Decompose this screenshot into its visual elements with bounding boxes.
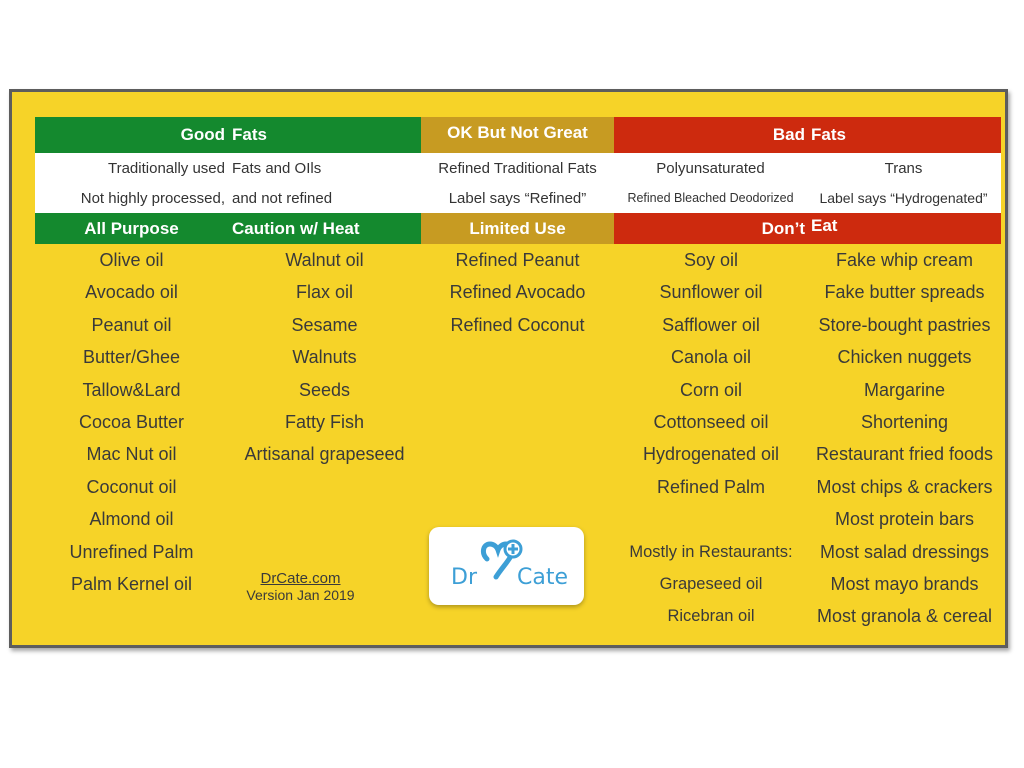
info-1-polyunsaturated: Polyunsaturated <box>656 159 765 177</box>
dont-item: Soy oil <box>683 250 739 270</box>
info-1-refined-traditional: Refined Traditional Fats <box>438 159 597 177</box>
all-purpose-item: Avocado oil <box>85 282 178 303</box>
caution-label: Caution w/ Heat <box>232 218 360 238</box>
limited-use-label: Limited Use <box>469 218 566 238</box>
eat-item: Most chips & crackers <box>816 476 993 497</box>
dont-item: Cottonseed oil <box>653 412 769 432</box>
eat-item: Most salad dressings <box>819 541 990 562</box>
info-2-label-hydrogenated: Label says “Hydrogenated” <box>819 190 988 206</box>
site-link[interactable]: DrCate.com <box>260 570 341 587</box>
ok-label: OK But Not Great <box>447 123 588 142</box>
all-purpose-item: Almond oil <box>89 509 174 530</box>
info-1-traditional: Traditionally used <box>107 159 225 177</box>
dont-item: Hydrogenated oil <box>642 444 780 465</box>
dont-label: Don’t <box>761 218 805 238</box>
subheader-ok <box>421 213 614 244</box>
subheader-good <box>35 213 421 244</box>
eat-item: Store-bought pastries <box>818 314 991 335</box>
all-purpose-item: Cocoa Butter <box>78 412 185 432</box>
eat-item: Chicken nuggets <box>837 347 972 368</box>
caution-item: Flax oil <box>295 282 353 303</box>
dont-item: Corn oil <box>679 379 743 400</box>
all-purpose-item: Olive oil <box>99 250 164 270</box>
site-credit <box>228 571 373 603</box>
subheader-bad <box>614 213 1001 244</box>
bad-fats-label: Fats <box>811 125 846 144</box>
all-purpose-item: Butter/Ghee <box>82 347 181 368</box>
eat-item: Most protein bars <box>834 509 975 530</box>
all-purpose-item: Mac Nut oil <box>86 444 177 465</box>
caution-item: Seeds <box>298 379 351 400</box>
version-text: Version Jan 2019 <box>246 587 355 603</box>
eat-item: Margarine <box>863 379 946 400</box>
dont-item: Refined Palm <box>656 476 766 497</box>
eat-label: Eat <box>811 216 838 235</box>
dont-item: Safflower oil <box>662 314 760 335</box>
limited-use-item: Refined Peanut <box>455 250 580 270</box>
good-label: Good <box>180 125 225 144</box>
drcate-logo <box>429 527 584 605</box>
eat-item: Most mayo brands <box>830 574 979 594</box>
info-1-fats-oils: Fats and OIls <box>232 159 322 177</box>
limited-use-item: Refined Avocado <box>449 282 586 303</box>
dont-item: Sunflower oil <box>659 282 763 303</box>
dont-restaurant-item: Grapeseed oil <box>659 575 763 593</box>
logo-dr: Dr <box>451 565 477 590</box>
info-row-2 <box>35 183 1001 213</box>
all-purpose-item: Coconut oil <box>86 476 177 497</box>
eat-item: Shortening <box>860 412 949 432</box>
all-purpose-item: Peanut oil <box>91 314 172 335</box>
caution-item: Walnut oil <box>285 250 364 270</box>
info-2-not-processed: Not highly processed, <box>80 189 225 207</box>
caution-item: Artisanal grapeseed <box>244 444 405 465</box>
all-purpose-item: Palm Kernel oil <box>70 574 193 594</box>
ok-header <box>421 117 614 153</box>
info-2-rbd: Refined Bleached Deodorized <box>627 191 794 205</box>
caution-item: Sesame <box>291 314 358 335</box>
dont-restaurant-item: Ricebran oil <box>667 607 755 626</box>
all-purpose-label: All Purpose <box>84 218 179 238</box>
info-1-trans: Trans <box>884 159 923 177</box>
info-2-label-refined: Label says “Refined” <box>448 189 587 207</box>
info-row-1 <box>35 153 1001 183</box>
caution-item: Walnuts <box>292 347 357 368</box>
eat-item: Fake butter spreads <box>824 282 985 303</box>
dont-restaurant-item: Mostly in Restaurants: <box>629 542 793 561</box>
good-fats-header <box>35 117 421 153</box>
all-purpose-item: Unrefined Palm <box>69 541 194 562</box>
limited-use-item: Refined Coconut <box>450 314 585 335</box>
logo-cate: Cate <box>517 565 569 590</box>
eat-item: Fake whip cream <box>835 250 974 270</box>
eat-item: Most granola & cereal <box>816 606 993 627</box>
bad-fats-header <box>614 117 1001 153</box>
dont-item: Canola oil <box>670 347 752 368</box>
eat-item: Restaurant fried foods <box>815 444 994 465</box>
bad-label: Bad <box>772 125 805 144</box>
all-purpose-item: Tallow&Lard <box>82 379 181 400</box>
info-2-not-refined: and not refined <box>232 189 333 207</box>
caution-item: Fatty Fish <box>284 412 364 432</box>
good-fats-label: Fats <box>232 125 267 144</box>
